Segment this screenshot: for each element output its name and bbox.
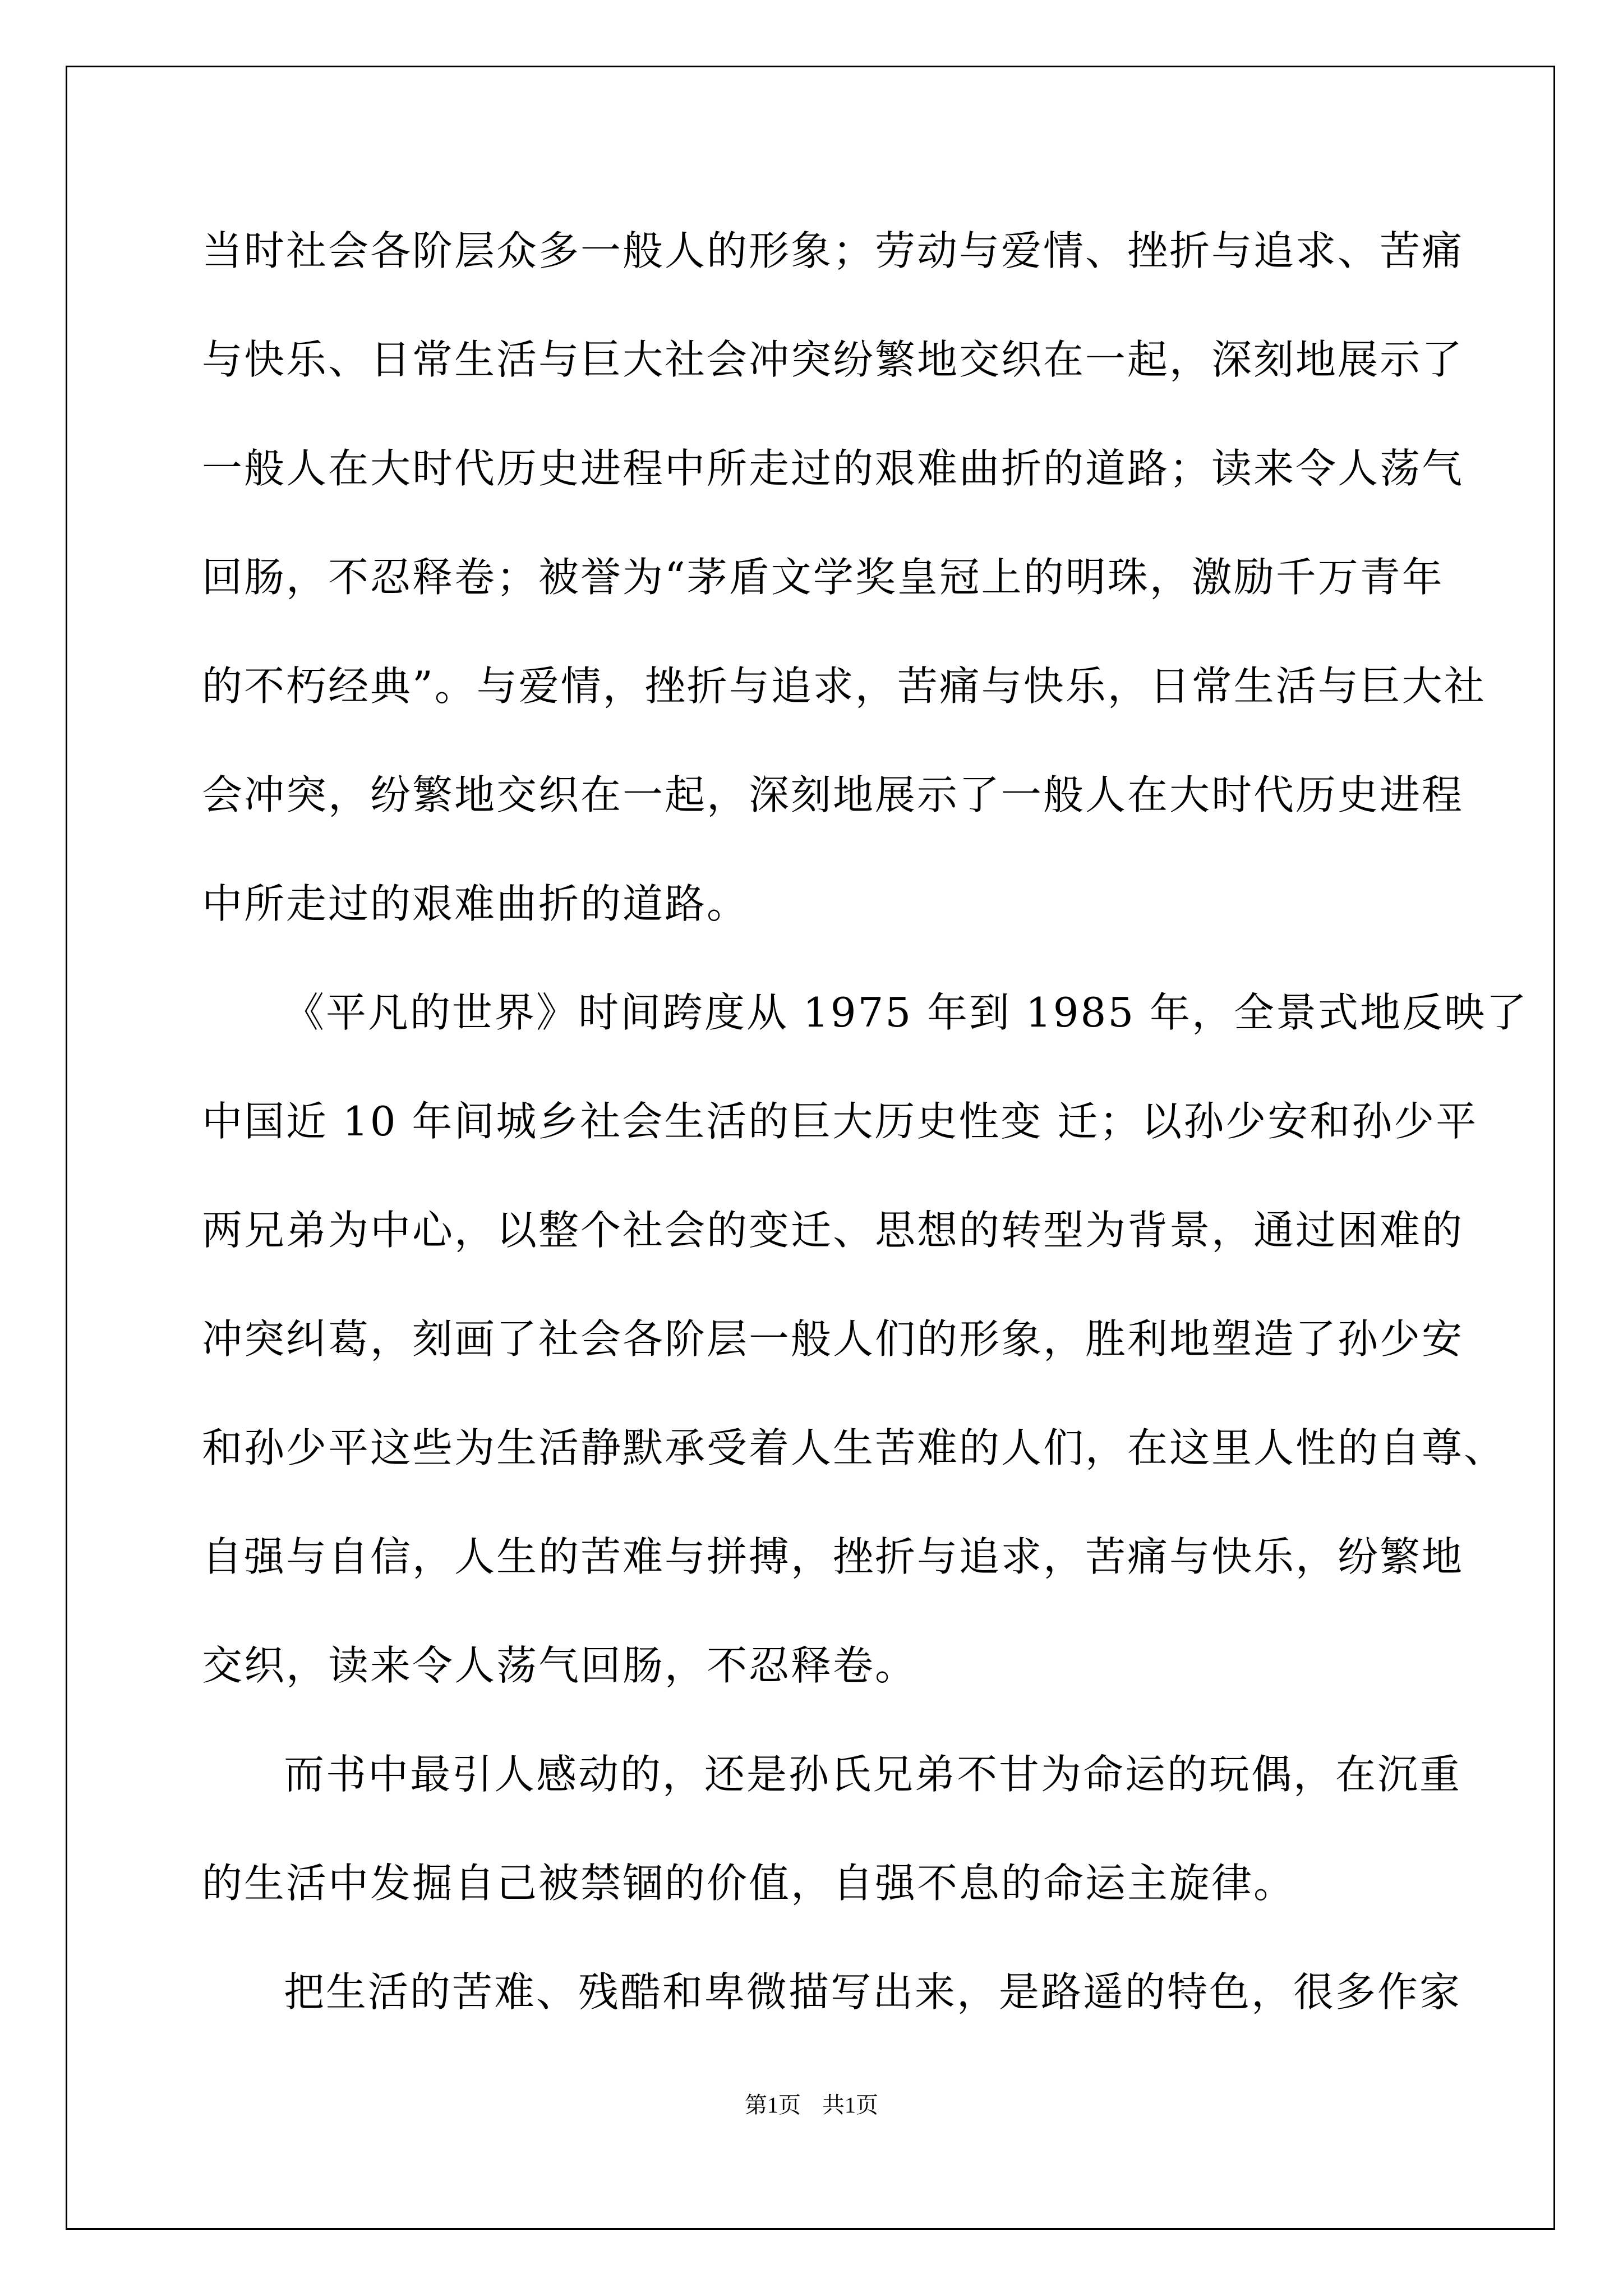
page-total: 共1页 bbox=[822, 2092, 878, 2118]
text-line: 与快乐、日常生活与巨大社会冲突纷繁地交织在一起，深刻地展示了 bbox=[202, 336, 1464, 383]
text-line: 两兄弟为中心，以整个社会的变迁、思想的转型为背景，通过困难的 bbox=[202, 1207, 1464, 1254]
paragraph-first-line: 而书中最引人感动的，还是孙氏兄弟不甘为命运的玩偶，在沉重 bbox=[284, 1751, 1462, 1798]
page-footer bbox=[0, 2091, 1623, 2119]
text-line: 和孙少平这些为生活静默承受着人生苦难的人们，在这里人性的自尊、 bbox=[202, 1424, 1506, 1471]
paragraph-first-line: 《平凡的世界》时间跨度从 1975 年到 1985 年，全景式地反映了 bbox=[284, 989, 1529, 1036]
text-line: 回肠，不忍释卷；被誉为“茅盾文学奖皇冠上的明珠，激励千万青年 bbox=[202, 554, 1444, 601]
text-line: 中国近 10 年间城乡社会生活的巨大历史性变 迁；以孙少安和孙少平 bbox=[202, 1098, 1478, 1145]
page-number: 第1页 bbox=[745, 2092, 801, 2118]
text-line: 自强与自信，人生的苦难与拼搏，挫折与追求，苦痛与快乐，纷繁地 bbox=[202, 1533, 1464, 1580]
text-line: 的不朽经典”。与爱情，挫折与追求，苦痛与快乐，日常生活与巨大社 bbox=[202, 662, 1486, 710]
text-line: 冲突纠葛，刻画了社会各阶层一般人们的形象，胜利地塑造了孙少安 bbox=[202, 1315, 1464, 1363]
text-line: 的生活中发掘自己被禁锢的价值，自强不息的命运主旋律。 bbox=[202, 1860, 1296, 1907]
text-line: 一般人在大时代历史进程中所走过的艰难曲折的道路；读来令人荡气 bbox=[202, 445, 1464, 492]
text-line: 中所走过的艰难曲折的道路。 bbox=[202, 880, 749, 927]
text-line: 当时社会各阶层众多一般人的形象；劳动与爱情、挫折与追求、苦痛 bbox=[202, 227, 1464, 274]
text-line: 会冲突，纷繁地交织在一起，深刻地展示了一般人在大时代历史进程 bbox=[202, 771, 1464, 818]
text-line: 交织，读来令人荡气回肠，不忍释卷。 bbox=[202, 1642, 917, 1689]
document-body bbox=[202, 220, 1529, 2070]
paragraph-first-line: 把生活的苦难、残酷和卑微描写出来，是路遥的特色，很多作家 bbox=[284, 1968, 1462, 2016]
